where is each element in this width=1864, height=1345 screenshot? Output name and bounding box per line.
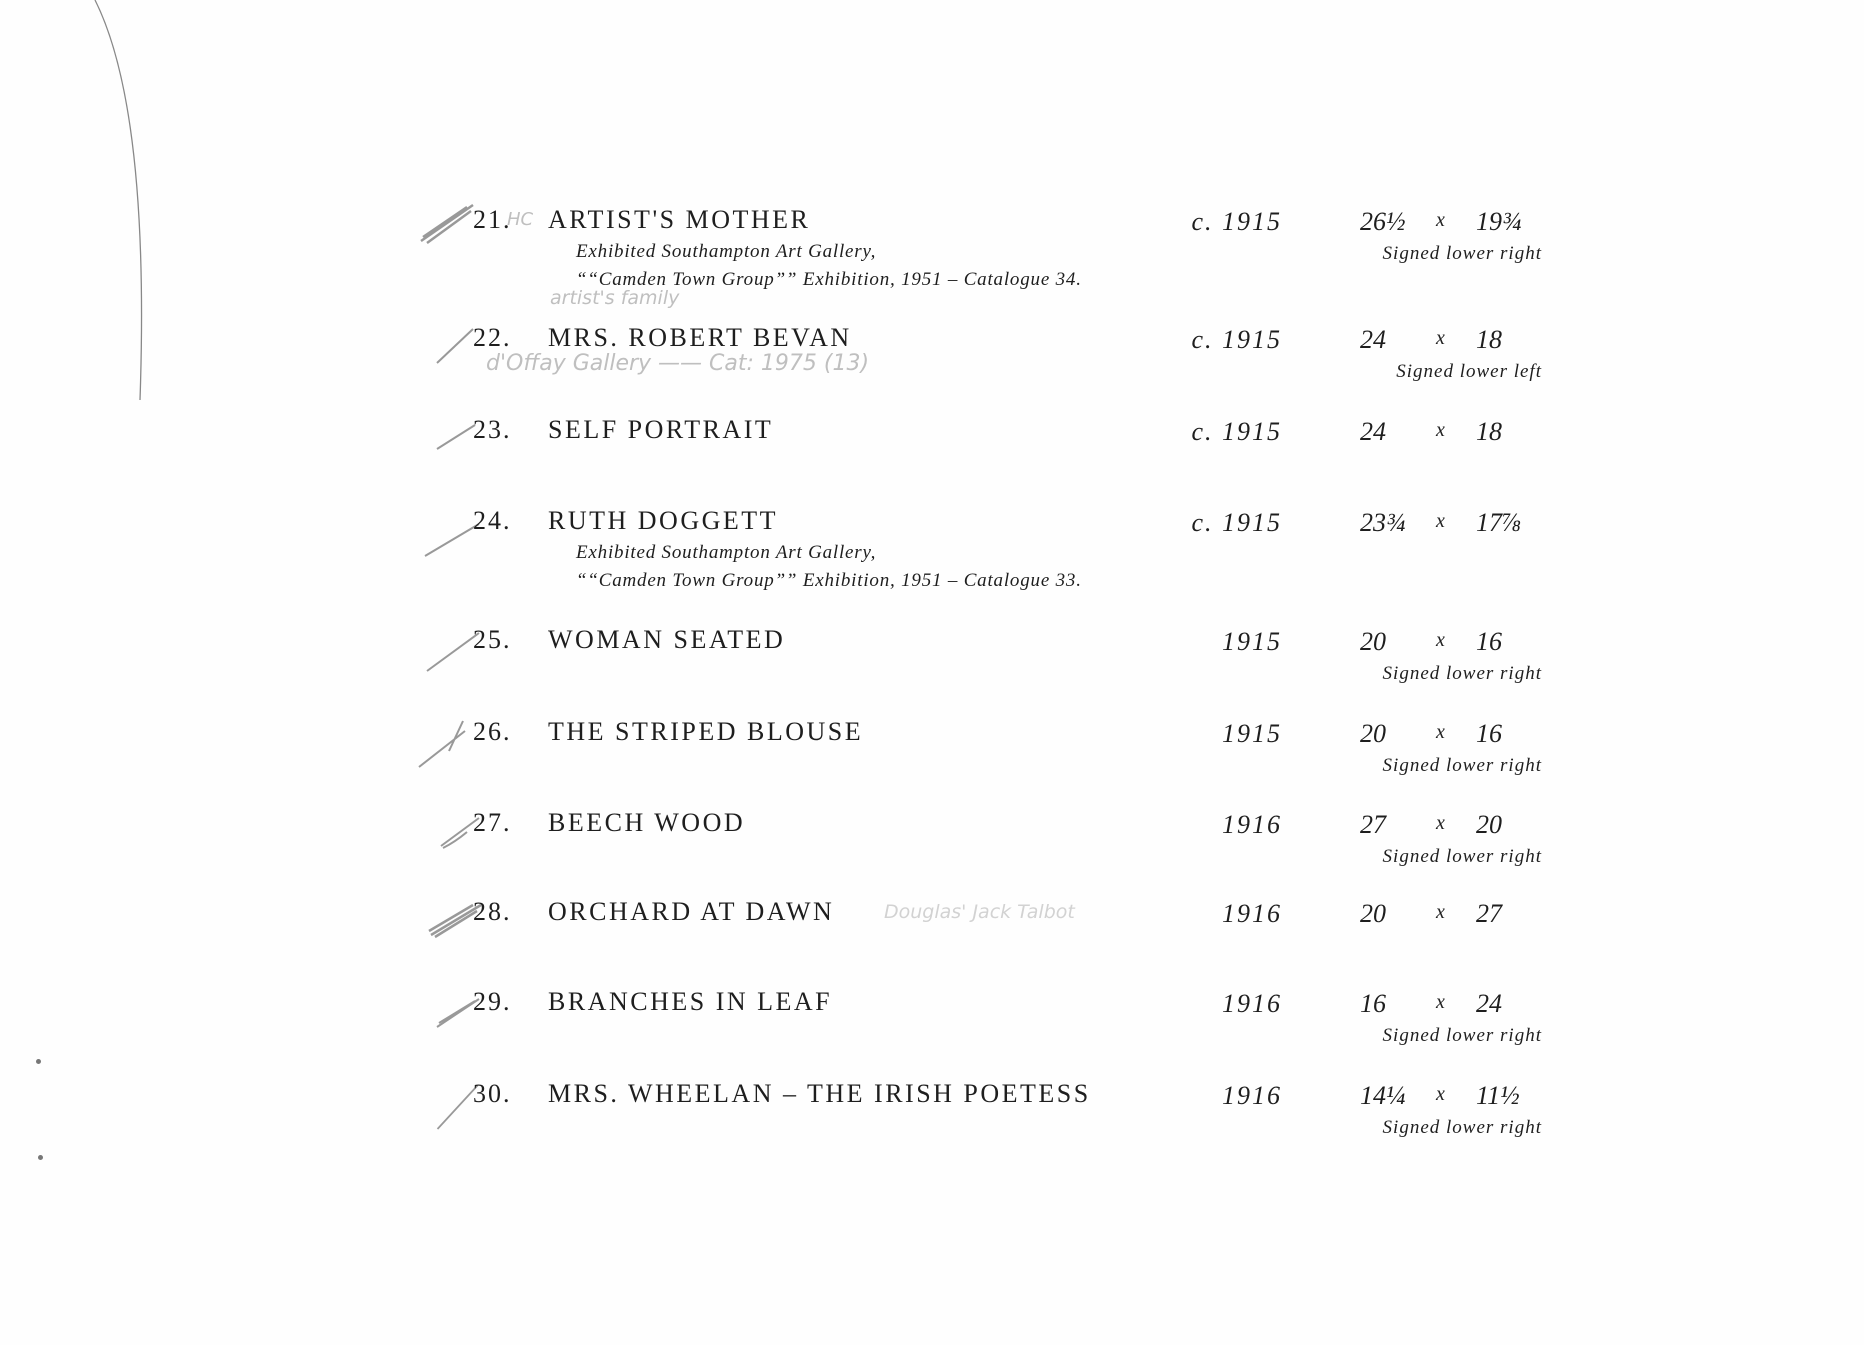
- entry-dimensions: [1340, 899, 1560, 933]
- pencil-annotation: HC: [507, 209, 534, 230]
- entry-dimensions: [1340, 810, 1560, 844]
- signature-note: Signed lower right: [1382, 1117, 1542, 1138]
- entry-dimensions: [1340, 325, 1560, 359]
- entry-dimensions: [1340, 207, 1560, 241]
- dimension-height: 19¾: [1476, 207, 1522, 236]
- dimension-separator: x: [1436, 510, 1445, 532]
- entry-number: 23.: [473, 415, 512, 444]
- entry-dimensions: [1340, 627, 1560, 661]
- dimension-height: 18: [1476, 325, 1502, 354]
- entry-number: 27.: [473, 808, 512, 837]
- entry-title: MRS. ROBERT BEVAN: [548, 323, 852, 352]
- dimension-width: 16: [1360, 989, 1386, 1018]
- dimension-width: 26½: [1360, 207, 1406, 236]
- dimension-separator: x: [1436, 721, 1445, 743]
- exhibition-note: ““Camden Town Group”” Exhibition, 1951 – Catalogue 34.: [576, 269, 1082, 290]
- dimension-separator: x: [1436, 1083, 1445, 1105]
- dimension-separator: x: [1436, 812, 1445, 834]
- dimension-height: 27: [1476, 899, 1502, 928]
- signature-note: Signed lower right: [1382, 243, 1542, 264]
- entry-date: 1916: [1222, 1081, 1282, 1110]
- entry-title: WOMAN SEATED: [548, 625, 786, 654]
- entry-dimensions: [1340, 989, 1560, 1023]
- exhibition-note: Exhibited Southampton Art Gallery,: [576, 542, 877, 563]
- entry-date: c. 1915: [1191, 417, 1282, 446]
- entry-number: 26.: [473, 717, 512, 746]
- entry-date: 1915: [1222, 719, 1282, 748]
- entry-title: SELF PORTRAIT: [548, 415, 774, 444]
- dimension-width: 24: [1360, 417, 1386, 446]
- signature-note: Signed lower right: [1382, 1025, 1542, 1046]
- entry-date: 1915: [1222, 627, 1282, 656]
- entry-number: 25.: [473, 625, 512, 654]
- entry-number: 29.: [473, 987, 512, 1016]
- dimension-width: 20: [1360, 899, 1386, 928]
- entry-number: 21.: [473, 205, 512, 234]
- dimension-width: 20: [1360, 627, 1386, 656]
- pencil-annotation: artist's family: [550, 287, 680, 309]
- dimension-height: 17⅞: [1476, 508, 1522, 537]
- entry-date: 1916: [1222, 899, 1282, 928]
- entry-number: 22.: [473, 323, 512, 352]
- entry-dimensions: [1340, 508, 1560, 542]
- dimension-height: 16: [1476, 627, 1502, 656]
- dimension-width: 27: [1360, 810, 1386, 839]
- entry-number: 28.: [473, 897, 512, 926]
- dimension-height: 20: [1476, 810, 1502, 839]
- entry-title: ORCHARD AT DAWN: [548, 897, 835, 926]
- signature-note: Signed lower right: [1382, 846, 1542, 867]
- entry-date: 1916: [1222, 810, 1282, 839]
- signature-note: Signed lower right: [1382, 755, 1542, 776]
- entry-date: c. 1915: [1191, 207, 1282, 236]
- dimension-separator: x: [1436, 901, 1445, 923]
- entry-dimensions: [1340, 719, 1560, 753]
- signature-note: Signed lower left: [1396, 361, 1542, 382]
- signature-note: Signed lower right: [1382, 663, 1542, 684]
- entry-title: MRS. WHEELAN – THE IRISH POETESS: [548, 1079, 1091, 1108]
- dimension-height: 18: [1476, 417, 1502, 446]
- entry-title: BRANCHES IN LEAF: [548, 987, 833, 1016]
- dimension-separator: x: [1436, 991, 1445, 1013]
- entry-number: 24.: [473, 506, 512, 535]
- dimension-separator: x: [1436, 209, 1445, 231]
- pencil-annotation: d'Offay Gallery —— Cat: 1975 (13): [486, 351, 870, 376]
- entry-date: 1916: [1222, 989, 1282, 1018]
- dimension-height: 24: [1476, 989, 1502, 1018]
- entry-title: BEECH WOOD: [548, 808, 746, 837]
- dimension-separator: x: [1436, 419, 1445, 441]
- entry-dimensions: [1340, 417, 1560, 451]
- dimension-width: 14¼: [1360, 1081, 1406, 1110]
- dimension-width: 24: [1360, 325, 1386, 354]
- dimension-separator: x: [1436, 327, 1445, 349]
- dimension-width: 23¾: [1360, 508, 1406, 537]
- entry-title: ARTIST'S MOTHER: [548, 205, 811, 234]
- dimension-width: 20: [1360, 719, 1386, 748]
- exhibition-note: ““Camden Town Group”” Exhibition, 1951 – Catalogue 33.: [576, 570, 1082, 591]
- dimension-height: 11½: [1476, 1081, 1520, 1110]
- dimension-separator: x: [1436, 629, 1445, 651]
- entry-number: 30.: [473, 1079, 512, 1108]
- entry-title: THE STRIPED BLOUSE: [548, 717, 864, 746]
- dimension-height: 16: [1476, 719, 1502, 748]
- entry-date: c. 1915: [1191, 508, 1282, 537]
- entry-title: RUTH DOGGETT: [548, 506, 779, 535]
- exhibition-note: Exhibited Southampton Art Gallery,: [576, 241, 877, 262]
- pencil-annotation: Douglas' Jack Talbot: [884, 901, 1075, 923]
- entry-dimensions: [1340, 1081, 1560, 1115]
- entry-date: c. 1915: [1191, 325, 1282, 354]
